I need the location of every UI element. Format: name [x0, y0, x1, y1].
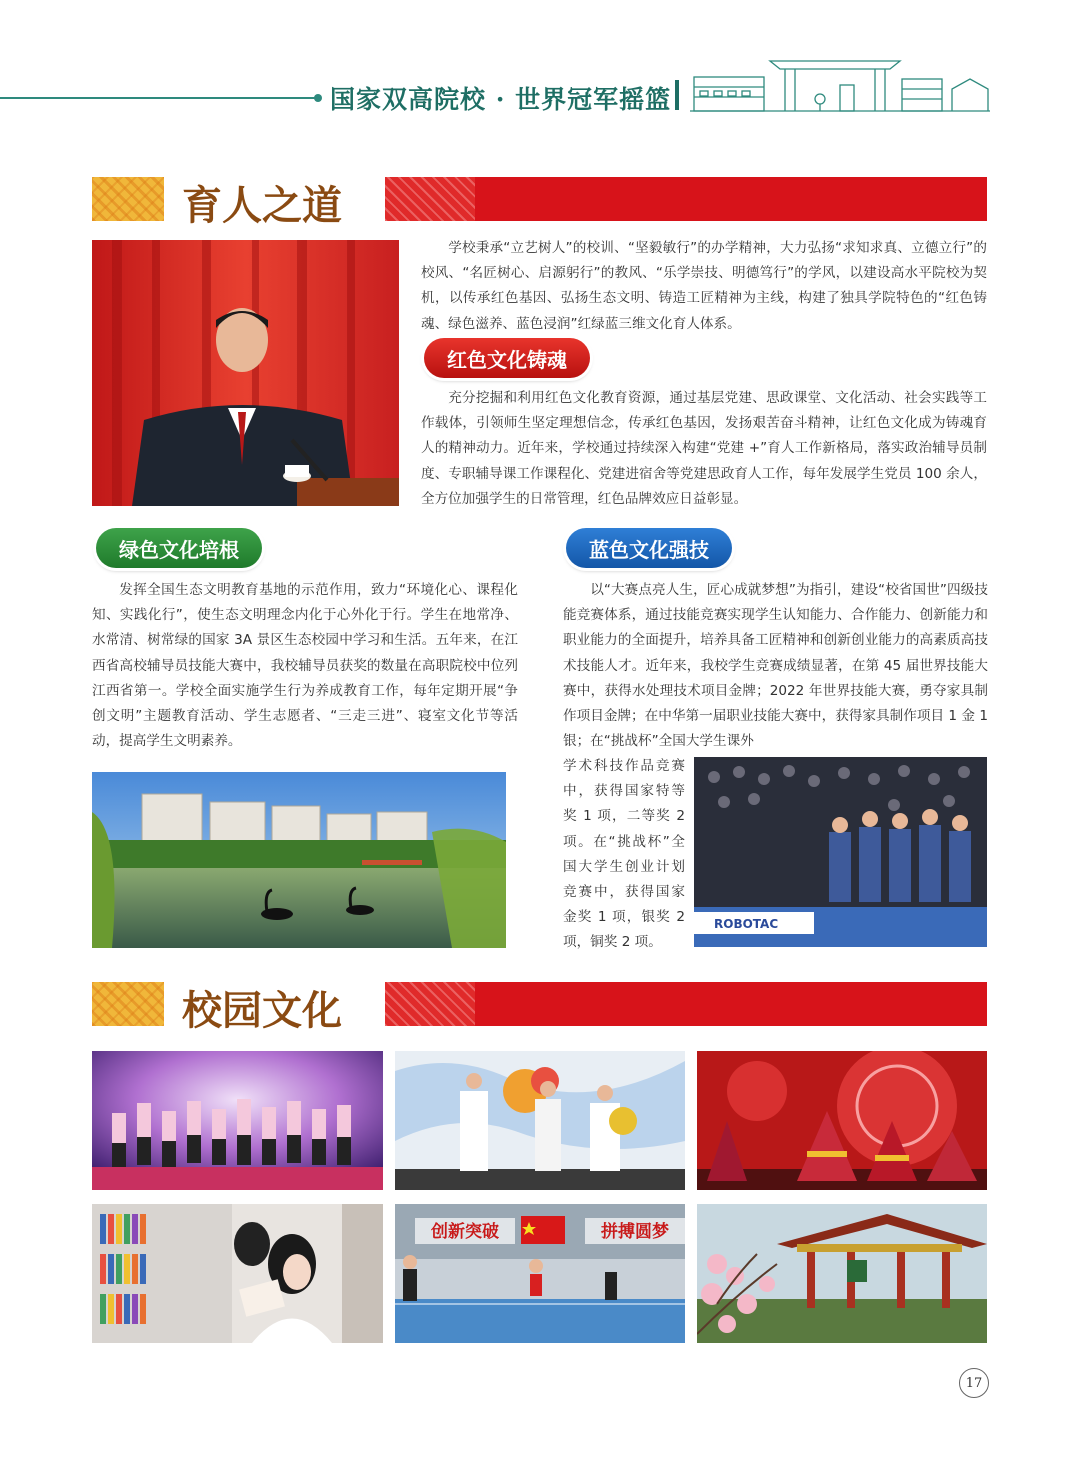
volleyball-gym-photo: [395, 1204, 685, 1343]
gym-banner-right: 拼搏圆梦: [601, 1222, 669, 1242]
banner2-pattern-right: [385, 982, 475, 1026]
banner-pattern-right: [385, 177, 475, 221]
robot-competition-photo: [694, 757, 987, 947]
header-rule-dot: [314, 94, 322, 102]
pill-red-culture: 红色文化铸魂: [424, 338, 590, 378]
header-rule: [0, 97, 318, 99]
speaker-photo: [92, 240, 399, 506]
banner-red-bar: [475, 177, 987, 221]
header-title: 国家双高院校 · 世界冠军摇篮: [330, 85, 672, 114]
intro-paragraph: 学校秉承“立艺树人”的校训、“坚毅敏行”的办学精神，大力弘扬“求知求真、立德立行”的校风、“名匠树心、启源躬行”的教风、“乐学崇技、明德笃行”的学风，以建设高水平院校为契机，以传承红色基因、弘扬生态文明、铸造工匠精神为主线，构建了独具学院特色的“红色铸魂、绿色滋养、蓝色浸润”红绿蓝三维文化育人体系。: [421, 240, 987, 332]
campus-lake-photo: [92, 772, 506, 948]
blue-culture-paragraph-side: 学术科技作品竞赛中，获得国家特等奖 1 项，二等奖 2 项。在“挑战杯”全国大学生创业计划竞赛中，获得国家金奖 1 项，银奖 2 项，铜奖 2 项。: [563, 758, 685, 951]
library-reading-photo: [92, 1204, 383, 1343]
pavilion-blossoms-photo: [697, 1204, 987, 1343]
page-number: 17: [959, 1368, 989, 1398]
pill-green-culture: 绿色文化培根: [96, 528, 262, 568]
dance-performance-photo: [92, 1051, 383, 1190]
green-culture-paragraph: 发挥全国生态文明教育基地的示范作用，致力“环境化心、课程化知、实践化行”，使生态文明理念内化于心外化于行。学生在地常净、水常清、树常绿的国家 3A 景区生态校园中学习和生活。五年来，在江西省高校辅导员技能大赛中，我校辅导员获奖的数量在高职院校中位列江西省第一。学校全面实施学生行为养成教育工作，每年定期开展“争创文明”主题教育活动、学生志愿者、“三走三进”、寝室文化节等活动，提高学生文明素养。: [92, 582, 518, 750]
fashion-show-photo: [395, 1051, 685, 1190]
gym-banner-left: 创新突破: [431, 1222, 499, 1242]
campus-skyline-illustration: [690, 55, 990, 115]
header-divider: [675, 80, 679, 110]
red-culture-paragraph: 充分挖掘和利用红色文化教育资源，通过基层党建、思政课堂、文化活动、社会实践等工作载体，引领师生坚定理想信念，传承红色基因，发扬艰苦奋斗精神，让红色文化成为铸魂育人的精神动力。近年来，学校通过持续深入构建“党建 +”育人工作新格局，落实政治辅导员制度、专职辅导课工作课程化、党建进宿舍等党建思政育人工作，每年发展学生党员 100 余人，全方位加强学生的日常管理，红色品牌效应日益彰显。: [421, 390, 987, 507]
robotac-sign: ROBOTAC: [714, 917, 779, 931]
blue-culture-paragraph: 以“大赛点亮人生，匠心成就梦想”为指引，建设“校省国世”四级技能竞赛体系，通过技能竞赛实现学生认知能力、合作能力、创新能力和职业能力的全面提升，培养具备工匠精神和创新创业能力的高素质高技术技能人才。近年来，我校学生竞赛成绩显著，在第 45 届世界技能大赛中，获得水处理技术项目金牌；2022 年世界技能大赛，勇夺家具制作项目金牌；在中华第一届职业技能大赛中，获得家具制作项目 1 金 1 银；在“挑战杯”全国大学生课外: [563, 582, 988, 750]
banner2-red-bar: [475, 982, 987, 1026]
banner-pattern-left: [92, 177, 164, 221]
folk-dance-photo: [697, 1051, 987, 1190]
section-title-campus-culture: 校园文化: [182, 987, 342, 1034]
pill-blue-culture: 蓝色文化强技: [566, 528, 732, 568]
section-title-education: 育人之道: [182, 182, 342, 229]
banner2-pattern-left: [92, 982, 164, 1026]
